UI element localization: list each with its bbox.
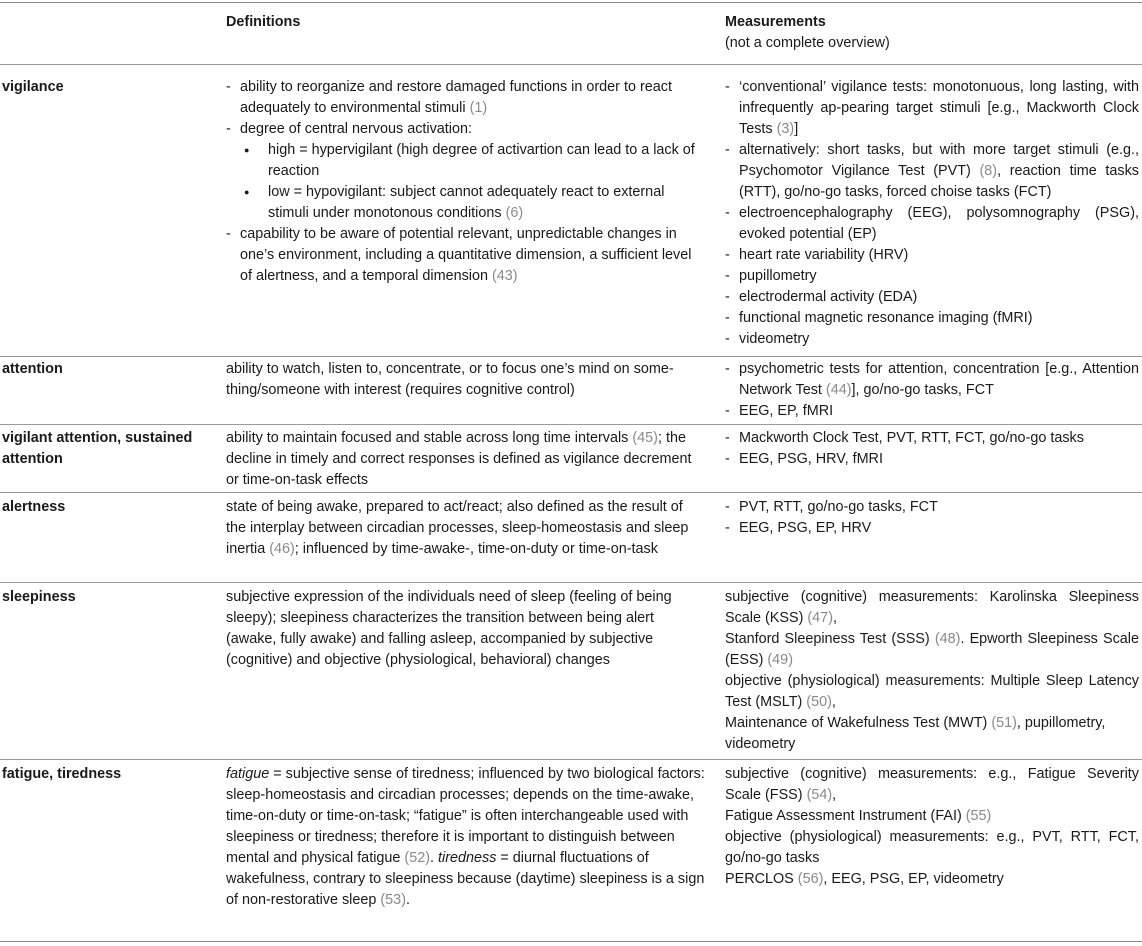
header-measurements-cell bbox=[725, 12, 1139, 54]
table-top-rule bbox=[0, 2, 1142, 3]
citation: (44) bbox=[825, 382, 852, 398]
citation: (56) bbox=[797, 871, 824, 887]
measurements-attention bbox=[725, 359, 1139, 422]
list-item: - ability to reorganize and restore damaged functions in order to react adequately to environmental stimuli (1) bbox=[226, 77, 706, 119]
header-measurements-note: (not a complete overview) bbox=[725, 35, 890, 51]
measurements-sleepiness bbox=[725, 587, 1139, 755]
citation: (52) bbox=[404, 850, 430, 866]
list-item: - PVT, RTT, go/no-go tasks, FCT bbox=[725, 497, 1139, 518]
table-bottom-rule bbox=[0, 941, 1142, 942]
list-item: - electroencephalography (EEG), polysomnography (PSG), evoked potential (EP) bbox=[725, 203, 1139, 245]
definition-attention: ability to watch, listen to, concentrate, or to focus one’s mind on some-thing/someone with interest (requires cognitive control) bbox=[226, 361, 674, 398]
header-bottom-rule bbox=[0, 64, 1142, 65]
citation: (54) bbox=[806, 787, 833, 803]
list-item: - functional magnetic resonance imaging (fMRI) bbox=[725, 308, 1139, 329]
row-divider bbox=[0, 492, 1142, 493]
list-item: - heart rate variability (HRV) bbox=[725, 245, 1139, 266]
list-item: - ‘conventional’ vigilance tests: monotonuous, long lasting, with infrequently ap-pearing target stimuli [e.g., Mackworth Clock Tests (3)] bbox=[725, 77, 1139, 140]
definition-alertness: state of being awake, prepared to act/react; also defined as the result of the interplay between circadian processes, sleep-homeostasis and sleep inertia (46); influenced by time-awake-, time-on-duty or time-on-task bbox=[226, 499, 689, 557]
list-item: - Mackworth Clock Test, PVT, RTT, FCT, go/no-go tasks bbox=[725, 428, 1139, 449]
row-divider bbox=[0, 582, 1142, 583]
definition-vigilance bbox=[226, 77, 706, 287]
list-item: - alternatively: short tasks, but with more target stimuli (e.g., Psychomotor Vigilance Test (PVT) (8), reaction time tasks (RTT), go/no-go tasks, forced choise tasks (FCT) bbox=[725, 140, 1139, 203]
measurements-fatigue bbox=[725, 764, 1139, 890]
citation: (48) bbox=[934, 631, 961, 647]
definition-sleepiness: subjective expression of the individuals need of sleep (feeling of being sleepy); sleepiness characterizes the transition between being alert (awake, fully awake) and falling asleep, accompanied by subjective (cognitive) and objective (physiological, behavioral) changes bbox=[226, 589, 672, 668]
measurements-vigilance bbox=[725, 77, 1139, 350]
definition-vigilant-attention: ability to maintain focused and stable across long time intervals (45); the decline in timely and correct responses is defined as vigilance decrement or time-on-task effects bbox=[226, 430, 692, 488]
list-item: Stanford Sleepiness Test (SSS) (48). Epworth Sleepiness Scale (ESS) (49) bbox=[725, 631, 1140, 668]
citation: (43) bbox=[491, 268, 518, 284]
header-measurements: Measurements bbox=[725, 14, 826, 30]
measurements-alertness bbox=[725, 497, 1139, 539]
row-divider bbox=[0, 759, 1142, 760]
citation: (8) bbox=[979, 163, 998, 179]
list-item: subjective (cognitive) measurements: e.g., Fatigue Severity Scale (FSS) (54), bbox=[725, 766, 1139, 803]
citation: (45) bbox=[632, 430, 658, 446]
term-fatigue: fatigue, tiredness bbox=[2, 766, 122, 782]
list-item: Fatigue Assessment Instrument (FAI) (55) bbox=[725, 808, 992, 824]
list-item: PERCLOS (56), EEG, PSG, EP, videometry bbox=[725, 871, 1004, 887]
term-vigilance: vigilance bbox=[2, 79, 64, 95]
citation: (1) bbox=[469, 100, 488, 116]
bullet-item: ● low = hypovigilant: subject cannot adequately react to external stimuli under monotonous conditions (6) bbox=[240, 182, 706, 224]
term-attention: attention bbox=[2, 361, 63, 377]
list-item: Maintenance of Wakefulness Test (MWT) (51), pupillometry, videometry bbox=[725, 715, 1106, 752]
list-item: - EEG, EP, fMRI bbox=[725, 401, 1139, 422]
measurements-vigilant-attention bbox=[725, 428, 1139, 470]
definition-fatigue: fatigue = subjective sense of tiredness; influenced by two biological factors: sleep-homeostasis and circadian processes; depends on the time-awake, time-on-duty or time-on-task; “fatigue” is often interchangeable used with sleepiness or tiredness; therefore it is important to distinguish between mental and physical fatigue (52). tiredness = diurnal fluctuations of wakefulness, contrary to sleepiness because (daytime) sleepiness is a sign of non-restorative sleep (53). bbox=[226, 766, 705, 908]
row-divider bbox=[0, 424, 1142, 425]
citation: (51) bbox=[991, 715, 1017, 731]
list-item: - EEG, PSG, EP, HRV bbox=[725, 518, 1139, 539]
list-item: - pupillometry bbox=[725, 266, 1139, 287]
list-item: - degree of central nervous activation: bbox=[226, 119, 706, 140]
list-item: objective (physiological) measurements: Multiple Sleep Latency Test (MSLT) (50), bbox=[725, 673, 1139, 710]
list-item: - electrodermal activity (EDA) bbox=[725, 287, 1139, 308]
list-item: - psychometric tests for attention, concentration [e.g., Attention Network Test (44)], go/no-go tasks, FCT bbox=[725, 359, 1139, 401]
row-divider bbox=[0, 356, 1142, 357]
list-item: objective (physiological) measurements: e.g., PVT, RTT, FCT, go/no-go tasks bbox=[725, 829, 1139, 866]
list-item: - EEG, PSG, HRV, fMRI bbox=[725, 449, 1139, 470]
bullet-item: ● high = hypervigilant (high degree of activartion can lead to a lack of reaction bbox=[240, 140, 706, 182]
citation: (3) bbox=[776, 121, 795, 137]
citation: (47) bbox=[807, 610, 833, 626]
citation: (46) bbox=[269, 541, 295, 557]
citation: (50) bbox=[806, 694, 832, 710]
term-vigilant-attention: vigilant attention, sustained attention bbox=[2, 430, 193, 467]
citation: (49) bbox=[767, 652, 793, 668]
citation: (55) bbox=[965, 808, 992, 824]
list-item: - capability to be aware of potential relevant, unpredictable changes in one’s environment, including a quantitative dimension, a sufficient level of alertness, and a temporal dimension (43) bbox=[226, 224, 706, 287]
list-item: - videometry bbox=[725, 329, 1139, 350]
header-definitions: Definitions bbox=[226, 14, 301, 30]
term-sleepiness: sleepiness bbox=[2, 589, 76, 605]
list-item: subjective (cognitive) measurements: Karolinska Sleepiness Scale (KSS) (47), bbox=[725, 589, 1139, 626]
citation: (53) bbox=[380, 892, 406, 908]
citation: (6) bbox=[505, 205, 524, 221]
term-alertness: alertness bbox=[2, 499, 66, 515]
